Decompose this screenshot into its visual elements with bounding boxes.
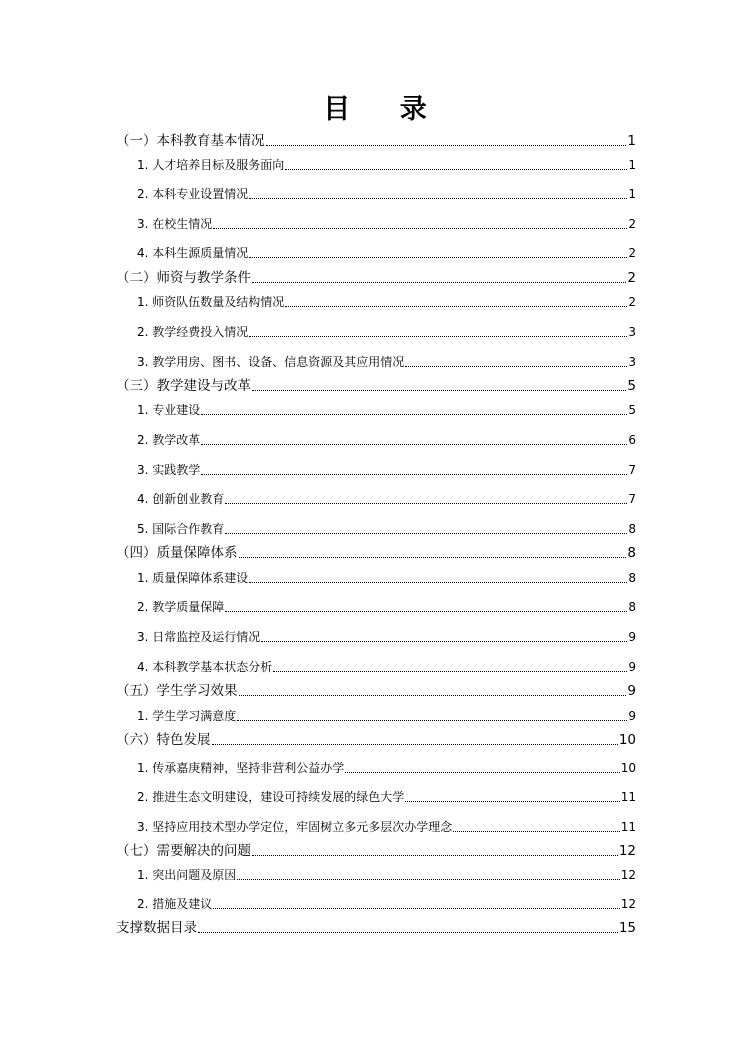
toc-entry[interactable] (137, 627, 636, 647)
toc-entry-page-number: 3 (628, 355, 636, 369)
toc-entry-page-number: 5 (628, 403, 636, 417)
toc-dot-leader (201, 414, 627, 415)
toc-dot-leader (201, 444, 627, 445)
toc-entry[interactable] (116, 730, 636, 750)
toc-entry-title: （三）教学建设与改革 (116, 378, 251, 394)
toc-dot-leader (213, 228, 627, 229)
toc-dot-leader (405, 366, 627, 367)
toc-entry-title: 4. 本科教学基本状态分析 (137, 660, 273, 674)
toc-dot-leader (252, 282, 626, 283)
toc-dot-leader (225, 611, 627, 612)
toc-entry[interactable] (116, 131, 636, 151)
toc-entry-page-number: 5 (627, 378, 636, 394)
toc-dot-leader (261, 641, 627, 642)
toc-dot-leader (405, 801, 619, 802)
toc-entry-title: （二）师资与教学条件 (116, 270, 251, 286)
toc-entry[interactable] (116, 681, 636, 701)
toc-dot-leader (252, 390, 626, 391)
toc-entry-title: 1. 质量保障体系建设 (137, 571, 249, 585)
toc-entry-page-number: 2 (628, 295, 636, 309)
toc-entry-page-number: 1 (628, 158, 636, 172)
toc-entry-title: 2. 措施及建议 (137, 897, 213, 911)
toc-entry-page-number: 8 (628, 600, 636, 614)
toc-entry[interactable] (137, 292, 636, 312)
toc-entry[interactable] (137, 489, 636, 509)
toc-dot-leader (249, 336, 627, 337)
toc-dot-leader (249, 198, 627, 199)
toc-entry-title: 1. 学生学习满意度 (137, 709, 237, 723)
toc-entry[interactable] (116, 918, 636, 938)
toc-entry-title: 5. 国际合作教育 (137, 522, 225, 536)
toc-entry[interactable] (137, 322, 636, 342)
toc-entry[interactable] (137, 865, 636, 885)
toc-entry-title: （六）特色发展 (116, 732, 211, 748)
toc-entry-page-number: 2 (627, 270, 636, 286)
toc-dot-leader (453, 831, 619, 832)
toc-entry[interactable] (116, 841, 636, 861)
toc-entry-page-number: 12 (620, 897, 636, 911)
toc-dot-leader (237, 720, 627, 721)
toc-entry-title: 3. 实践教学 (137, 463, 201, 477)
toc-entry-title: 1. 突出问题及原因 (137, 868, 237, 882)
toc-entry-page-number: 8 (627, 545, 636, 561)
toc-entry-page-number: 12 (618, 843, 636, 859)
toc-entry[interactable] (137, 758, 636, 778)
toc-entry-page-number: 11 (620, 790, 636, 804)
toc-dot-leader (239, 557, 627, 558)
toc-dot-leader (249, 257, 627, 258)
toc-entry-title: 1. 师资队伍数量及结构情况 (137, 295, 285, 309)
toc-dot-leader (266, 145, 627, 146)
toc-dot-leader (273, 671, 627, 672)
toc-entry-page-number: 9 (628, 660, 636, 674)
toc-entry[interactable] (137, 568, 636, 588)
toc-entry[interactable] (137, 706, 636, 726)
toc-entry-title: 4. 本科生源质量情况 (137, 246, 249, 260)
toc-entry-page-number: 10 (618, 732, 636, 748)
toc-entry[interactable] (116, 543, 636, 563)
toc-entry-page-number: 2 (628, 217, 636, 231)
toc-entry-page-number: 3 (628, 325, 636, 339)
toc-entry-page-number: 1 (627, 133, 636, 149)
toc-entry[interactable] (137, 184, 636, 204)
toc-entry-page-number: 15 (618, 920, 636, 936)
toc-entry[interactable] (137, 155, 636, 175)
toc-dot-leader (237, 879, 619, 880)
page-title: 目 录 (323, 94, 447, 125)
toc-entry-title: 2. 推进生态文明建设，建设可持续发展的绿色大学 (137, 790, 405, 804)
toc-entry-title: 1. 人才培养目标及服务面向 (137, 158, 285, 172)
toc-entry-title: 3. 日常监控及运行情况 (137, 630, 261, 644)
toc-entry-page-number: 8 (628, 571, 636, 585)
toc-entry[interactable] (137, 519, 636, 539)
toc-entry-title: 支撑数据目录 (116, 920, 197, 936)
toc-entry-page-number: 6 (628, 433, 636, 447)
toc-dot-leader (225, 533, 627, 534)
toc-entry-title: 2. 教学质量保障 (137, 600, 225, 614)
toc-entry-title: （一）本科教育基本情况 (116, 133, 265, 149)
toc-entry-title: （五）学生学习效果 (116, 683, 238, 699)
toc-entry-page-number: 1 (628, 187, 636, 201)
toc-entry-page-number: 8 (628, 522, 636, 536)
toc-entry-title: （七）需要解决的问题 (116, 843, 251, 859)
toc-entry[interactable] (116, 268, 636, 288)
toc-dot-leader (285, 169, 627, 170)
toc-entry-title: 3. 在校生情况 (137, 217, 213, 231)
toc-entry[interactable] (137, 787, 636, 807)
toc-entry[interactable] (137, 352, 636, 372)
toc-entry-title: 1. 传承嘉庚精神，坚持非营利公益办学 (137, 761, 345, 775)
toc-dot-leader (198, 932, 618, 933)
toc-entry-page-number: 9 (628, 630, 636, 644)
toc-entry-title: 2. 教学经费投入情况 (137, 325, 249, 339)
toc-dot-leader (213, 908, 619, 909)
toc-dot-leader (239, 695, 627, 696)
toc-dot-leader (225, 503, 627, 504)
toc-dot-leader (249, 582, 627, 583)
toc-entry-page-number: 9 (627, 683, 636, 699)
toc-dot-leader (345, 772, 619, 773)
toc-entry[interactable] (137, 817, 636, 837)
toc-entry-title: 3. 教学用房、图书、设备、信息资源及其应用情况 (137, 355, 405, 369)
toc-entry[interactable] (137, 460, 636, 480)
toc-entry-title: 1. 专业建设 (137, 403, 201, 417)
toc-entry[interactable] (137, 597, 636, 617)
toc-entry-page-number: 12 (620, 868, 636, 882)
toc-entry-page-number: 9 (628, 709, 636, 723)
toc-entry[interactable] (137, 243, 636, 263)
toc-entry[interactable] (116, 376, 636, 396)
toc-dot-leader (201, 474, 627, 475)
toc-entry[interactable] (137, 430, 636, 450)
toc-entry-page-number: 10 (620, 761, 636, 775)
toc-entry[interactable] (137, 657, 636, 677)
toc-entry-page-number: 2 (628, 246, 636, 260)
toc-dot-leader (252, 855, 618, 856)
toc-entry-title: 3. 坚持应用技术型办学定位，牢固树立多元多层次办学理念 (137, 820, 453, 834)
toc-entry[interactable] (137, 894, 636, 914)
toc-entry-title: 4. 创新创业教育 (137, 492, 225, 506)
toc-entry[interactable] (137, 214, 636, 234)
toc-entry[interactable] (137, 400, 636, 420)
toc-entry-title: 2. 教学改革 (137, 433, 201, 447)
toc-entry-page-number: 7 (628, 463, 636, 477)
toc-entry-title: （四）质量保障体系 (116, 545, 238, 561)
toc-dot-leader (285, 306, 627, 307)
toc-dot-leader (212, 744, 618, 745)
toc-entry-page-number: 7 (628, 492, 636, 506)
toc-entry-page-number: 11 (620, 820, 636, 834)
toc-entry-title: 2. 本科专业设置情况 (137, 187, 249, 201)
